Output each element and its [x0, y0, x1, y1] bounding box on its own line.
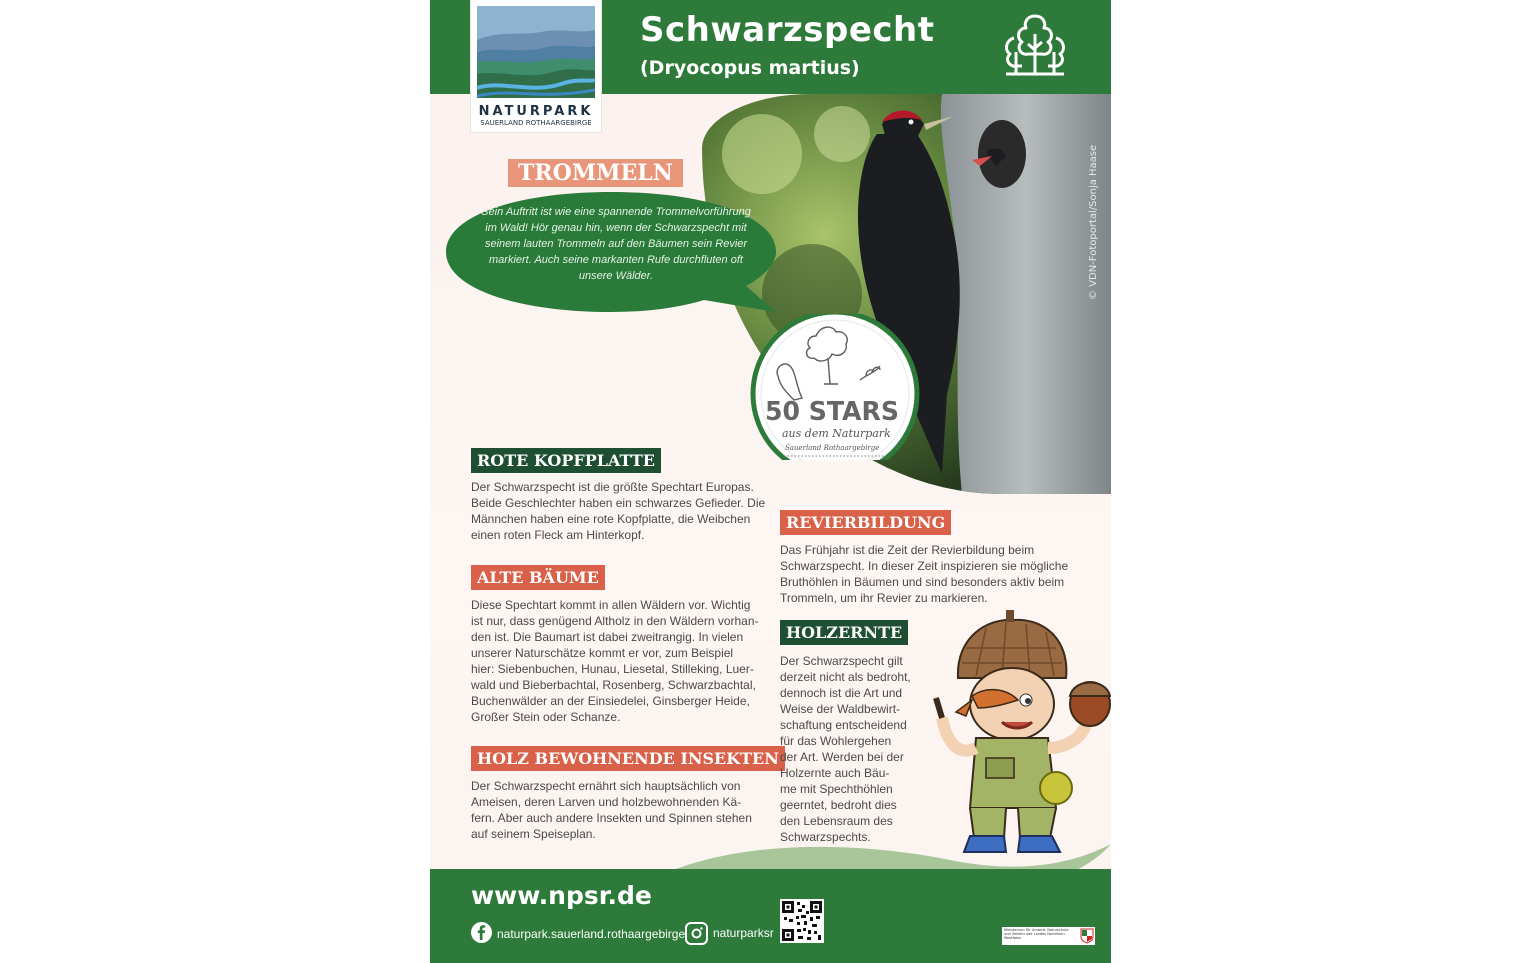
website-link[interactable]: www.npsr.de [471, 881, 652, 910]
naturpark-logo [471, 0, 601, 132]
text-line: Trommeln, um ihr Revier zu markieren. [780, 591, 988, 605]
logo-name: NATURPARK [478, 104, 594, 119]
page-title: Schwarzspecht [640, 10, 935, 50]
text-line: den ist. Die Baumart ist dabei zweitrangig. In vielen [471, 630, 744, 644]
trees-icon [1002, 12, 1068, 78]
heading-alte-baeume: ALTE BÄUME [471, 565, 605, 590]
page-subtitle: (Dryocopus martius) [640, 57, 860, 79]
qr-code[interactable] [780, 899, 824, 943]
text-line: geerntet, bedroht dies [780, 798, 897, 812]
text-line: Holzernte auch Bäu- [780, 766, 890, 780]
footer-bar [430, 869, 1111, 963]
acorn-mascot-icon [906, 608, 1111, 858]
text-line: Buchenwälder an der Einsiedelei, Ginsberger Heide, [471, 694, 750, 708]
text-line: Schwarzspechts. [780, 830, 871, 844]
text-line: Weise der Waldbewirt- [780, 702, 901, 716]
text-line: wald und Bieberbachtal, Rosenberg, Schwarzbachtal, [471, 678, 756, 692]
landscape-logo-graphic [471, 0, 601, 104]
heading-revierbildung: REVIERBILDUNG [780, 510, 951, 535]
photo-credit: © VDN-Fotoportal/Sonja Haase [1088, 144, 1099, 300]
qr-code-graphic [780, 899, 824, 943]
text-line: unserer Naturschätze kommt er vor, zum Beispiel [471, 646, 734, 660]
text-line: hier: Siebenbuchen, Hunau, Liesetal, Stilleking, Luer- [471, 662, 754, 676]
text-line: für das Wohlergehen [780, 734, 892, 748]
badge-line2: Sauerland Rothaargebirge [785, 444, 880, 452]
text-line: schaftung entscheidend [780, 718, 907, 732]
trommeln-text: Sein Auftritt ist wie eine spannende Trommelvorführung im Wald! Hör genau hin, wenn der Schwarzspecht mit seinem lauten Trommeln auf den Bäumen sein Revier markiert. Auch seine markanten Rufe durchfluten oft unsere Wälder. [481, 206, 751, 282]
badge-line1: aus dem Naturpark [782, 427, 891, 440]
text-holz-insekten [471, 778, 771, 842]
text-line: fern. Aber auch andere Insekten und Spinnen stehen [471, 811, 752, 825]
text-holzernte [780, 653, 920, 845]
text-line: Der Schwarzspecht ist die größte Spechtart Europas. [471, 480, 754, 494]
nrw-crest-icon [1080, 928, 1094, 944]
ministry-logo [1002, 927, 1095, 945]
text-line: dennoch ist die Art und [780, 686, 903, 700]
text-line: den Lebensraum des [780, 814, 893, 828]
text-line: Der Schwarzspecht ernährt sich hauptsächlich von [471, 779, 741, 793]
text-line: auf seinem Speiseplan. [471, 827, 596, 841]
text-line: Der Schwarzspecht gilt [780, 654, 903, 668]
text-line: Diese Spechtart kommt in allen Wäldern vor. Wichtig [471, 598, 751, 612]
text-line: Das Frühjahr ist die Zeit der Revierbildung beim [780, 543, 1035, 557]
text-line: derzeit nicht als bedroht, [780, 670, 911, 684]
logo-subtitle: SAUERLAND ROTHAARGEBIRGE [480, 119, 592, 127]
heading-rote-kopfplatte: ROTE KOPFPLATTE [471, 448, 661, 473]
text-line: Bruthöhlen in Bäumen und sind besonders aktiv beim [780, 575, 1065, 589]
ministry-text: Ministerium für Umwelt, Naturschutz und Verkehr des Landes Nordrhein-Westfalen [1004, 928, 1069, 940]
facebook-handle[interactable]: naturpark.sauerland.rothaargebirge [497, 927, 686, 941]
instagram-icon[interactable] [685, 922, 708, 945]
text-line: ist nur, dass genügend Altholz in den Wäldern vorhan- [471, 614, 759, 628]
text-rote-kopfplatte [471, 479, 771, 543]
facebook-icon[interactable] [471, 922, 492, 943]
badge-title: 50 STARS [765, 397, 899, 427]
text-line: Großer Stein oder Schanze. [471, 710, 621, 724]
heading-holz-insekten: HOLZ BEWOHNENDE INSEKTEN [471, 746, 785, 771]
heading-trommeln: TROMMELN [508, 159, 683, 187]
text-alte-baeume [471, 597, 771, 725]
text-line: Schwarzspecht. In dieser Zeit inspizieren sie mögliche [780, 559, 1069, 573]
heading-holzernte: HOLZERNTE [780, 620, 908, 645]
text-line: der Art. Werden bei der [780, 750, 904, 764]
text-line: Beide Geschlechter haben ein schwarzes Gefieder. Die [471, 496, 766, 510]
text-revierbildung [780, 542, 1080, 606]
text-line: einen roten Fleck am Hinterkopf. [471, 528, 645, 542]
fifty-stars-badge [750, 314, 920, 460]
text-line: Männchen haben eine rote Kopfplatte, die Weibchen [471, 512, 751, 526]
text-line: me mit Spechthöhlen [780, 782, 893, 796]
text-line: Ameisen, deren Larven und holzbewohnenden Kä- [471, 795, 742, 809]
instagram-handle[interactable]: naturparksr [713, 926, 774, 940]
poster [430, 0, 1111, 963]
